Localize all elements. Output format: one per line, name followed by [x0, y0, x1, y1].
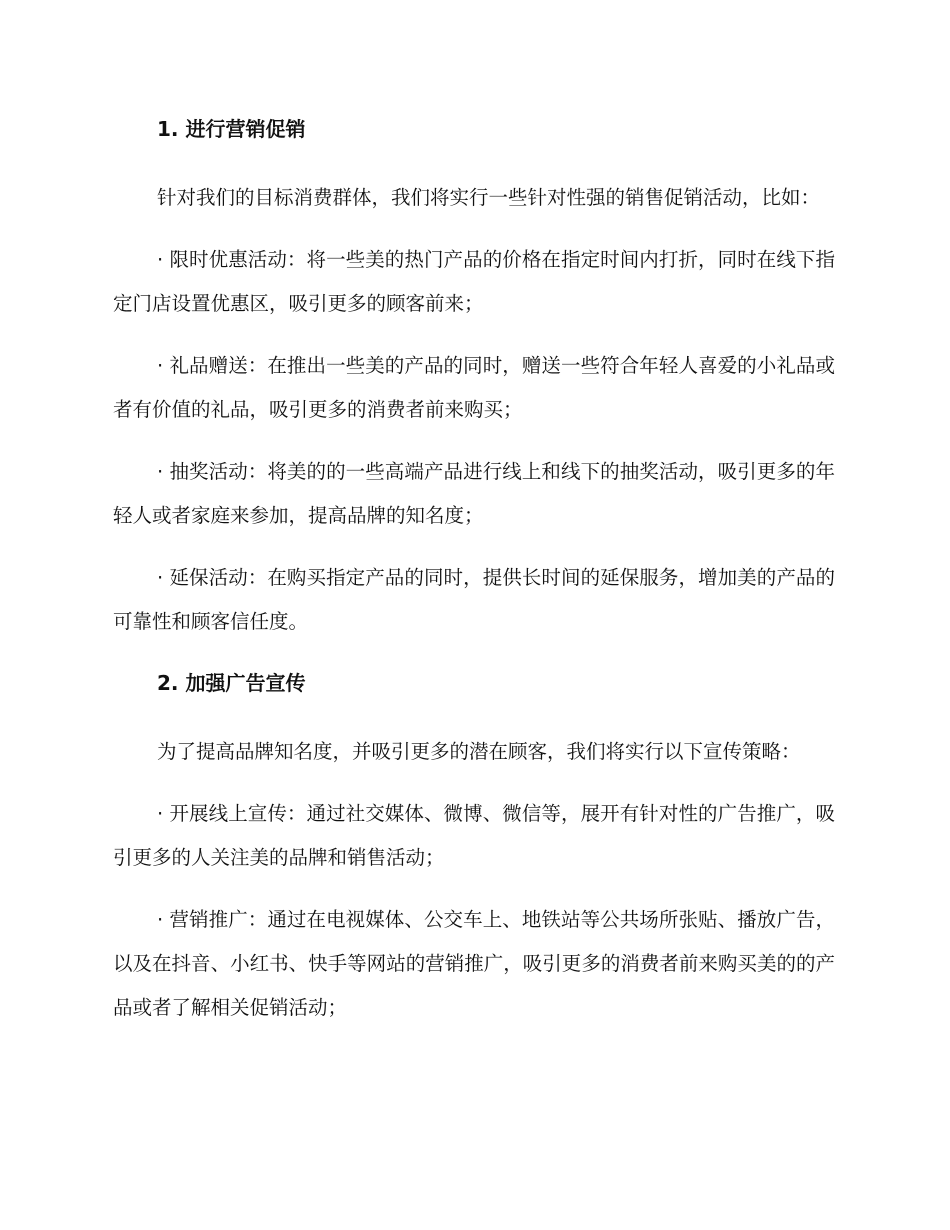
bullet-paragraph: · 限时优惠活动：将一些美的热门产品的价格在指定时间内打折，同时在线下指定门店设置优惠区，吸引更多的顾客前来； [113, 248, 835, 315]
bullet-paragraph: · 抽奖活动：将美的的一些高端产品进行线上和线下的抽奖活动，吸引更多的年轻人或者家庭来参加，提高品牌的知名度； [113, 460, 835, 527]
bullet-paragraph: · 开展线上宣传：通过社交媒体、微博、微信等，展开有针对性的广告推广，吸引更多的人关注美的品牌和销售活动； [113, 802, 835, 869]
bullet-paragraph: · 礼品赠送：在推出一些美的产品的同时，赠送一些符合年轻人喜爱的小礼品或者有价值的礼品，吸引更多的消费者前来购买； [113, 354, 835, 421]
intro-paragraph: 为了提高品牌知名度，并吸引更多的潜在顾客，我们将实行以下宣传策略： [157, 740, 801, 763]
section-heading: 1. 进行营销促销 [157, 117, 306, 141]
bullet-paragraph: · 营销推广：通过在电视媒体、公交车上、地铁站等公共场所张贴、播放广告，以及在抖音、小红书、快手等网站的营销推广，吸引更多的消费者前来购买美的的产品或者了解相关促销活动； [113, 908, 835, 1019]
intro-paragraph: 针对我们的目标消费群体，我们将实行一些针对性强的销售促销活动，比如： [157, 186, 821, 209]
document-body [113, 108, 835, 1048]
section-heading: 2. 加强广告宣传 [157, 671, 306, 695]
bullet-paragraph: · 延保活动：在购买指定产品的同时，提供长时间的延保服务，增加美的产品的可靠性和顾客信任度。 [113, 566, 835, 633]
